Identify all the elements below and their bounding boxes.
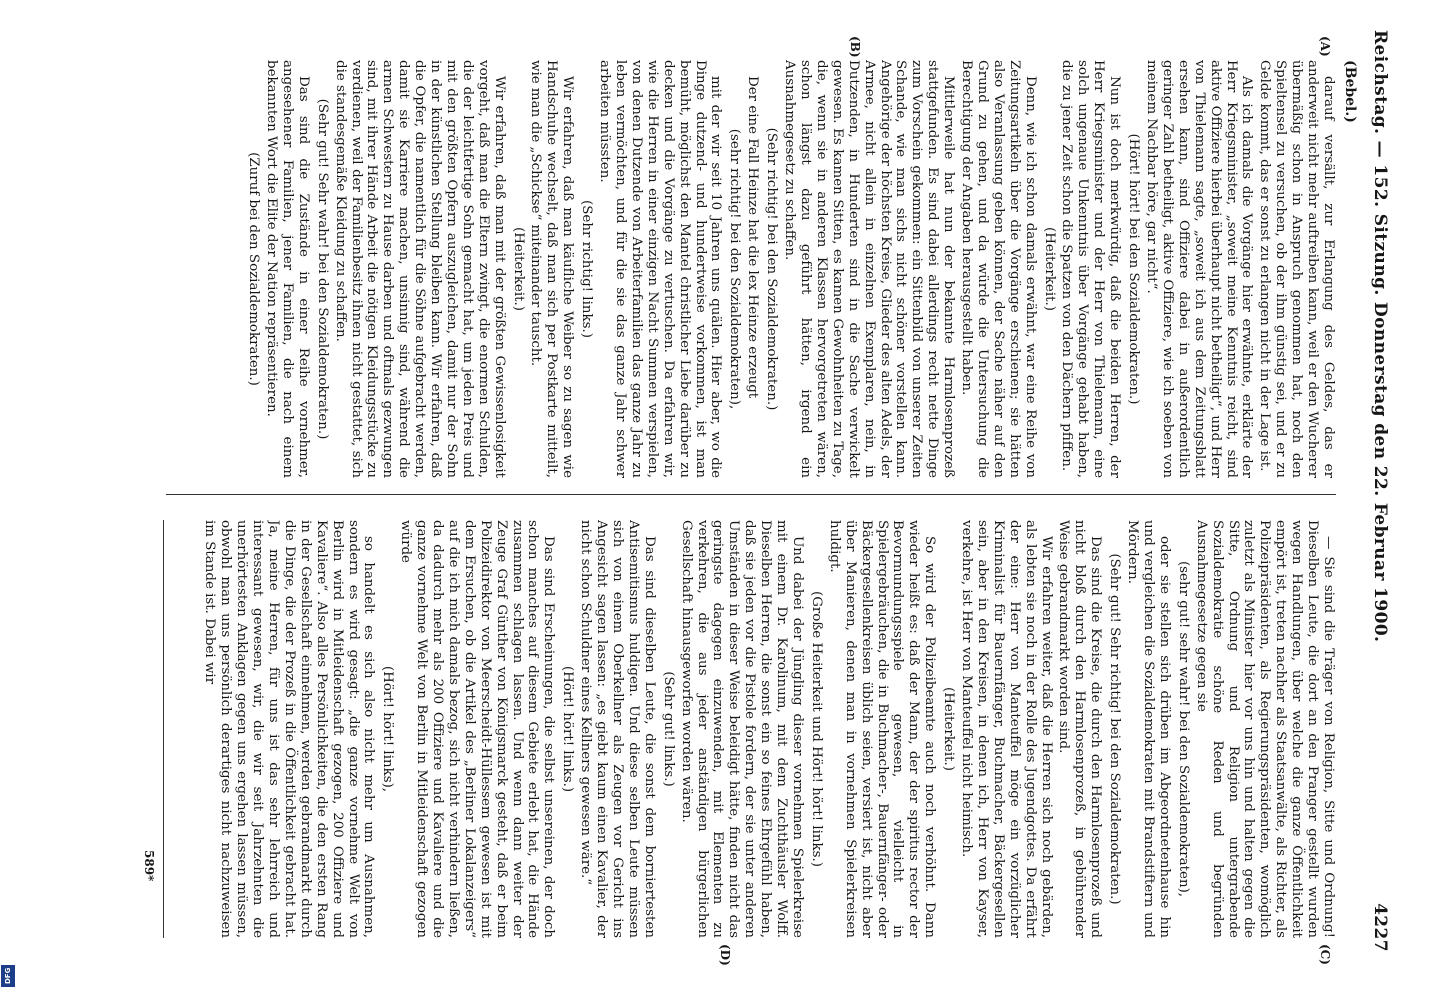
margin-marker-d: (D) xyxy=(718,944,732,966)
page-number: 4227 xyxy=(1370,903,1390,952)
right-column xyxy=(166,520,1336,938)
paragraph: Und dabei der Jüngling dieser vornehmen Spielerkreise mit einem Dr. Karolinum, mit dem Zuchthäusler Wolff. Dieselben Herren, die sonst ein so feines Ehrgefühl haben, daß sie jeden vor die Pistole fordern, der sie unter anderen Umständen in dieser Weise beleidigt hätte, finden nicht das geringste dagegen einzuwenden, mit Elementen zu verkehren, die aus jeder anständigen bürgerlichen Gesellschaft hinausgeworfen worden wären. xyxy=(678,520,805,938)
bottom-rule xyxy=(163,520,164,938)
interjection: (Heiterkeit.) xyxy=(1041,227,1057,311)
page-header xyxy=(1366,30,1392,960)
paragraph: Als ich damals die Vorgänge hier erwähnte, erklärte der Herr Kriegsminister, „soweit meine Kenntnis reicht, sind aktive Offiziere hierbei überhaupt nicht betheiligt“, und Herr von Thielemann sagte, „soweit ich aus dem Zeitungsblatt ersehen kann, sind Offiziere dabei in außerordentlich geringer Zahl betheiligt, aktive Offiziere, wie ich soeben von meinem Nachbar höre, gar nicht“. xyxy=(1144,60,1255,478)
interjection: (Hört! hört! links.) xyxy=(560,665,576,793)
interjection: (Sehr richtig! links.) xyxy=(579,200,595,338)
column-divider xyxy=(166,494,1336,495)
interjection: (Hört! hört! bei den Sozialdemokraten.) xyxy=(1126,133,1142,405)
interjection: (sehr richtig! bei den Sozialdemokraten), xyxy=(727,128,743,410)
paragraph: mit der wir seit 10 Jahren uns quälen. Hier aber, wo die Dinge dutzend- und hundertweise vorkommen, ist man bemüht, möglichst den Mantel christlicher Liebe darüber zu decken und die Vorgänge zu vertuschen. Da erfahren wir, wie die Herren in einer einzigen Nacht Summen verspielen, von denen Dutzende von Arbeiterfamilien das ganze Jahr zu leben vermöchten, und für die sie das ganze Jahr schwer arbeiten müssten. xyxy=(597,60,724,478)
interjection: (Hört! hört! links), xyxy=(380,665,396,793)
paragraph: Das sind die Zustände in einer Reihe vornehmer, angesehener Familien, jener Familien, die nach einem bekannten Wort die Elite der Nation repräsentieren. xyxy=(264,60,311,478)
printed-page xyxy=(92,30,1392,966)
paragraph: — Sie sind die Träger von Religion, Sitte und Ordnung! Dieselben Leute, die dort an den Pranger gestellt wurden wegen Handlungen, über welche die ganze Öffentlichkeit empört ist, treten nachher als Staatsanwälte, als Richter, als Polizeipräsidenten, als Regierungspräsidenten, womöglich zuletzt als Minister hier vor uns hin und halten gegen die Sitte, Ordnung und Religion untergrabende Sozialdemokratie schöne Reden und begründen Ausnahmegesetze gegen sie xyxy=(1193,520,1336,938)
left-column xyxy=(166,60,1336,478)
paragraph: darauf versällt, zur Erlangung des Geldes, das er anderweit nicht mehr auftreiben kann, weil er den Wucherer übermäßig schon in Anspruch genommen hat, noch den Spieltensel zu versuchen, ob der ihm günstig sei, und er zu Gelde kommt, das er sonst zu erlangen nicht in der Lage ist. xyxy=(1257,60,1336,478)
interjection: (Heiterkeit.) xyxy=(510,227,526,311)
paragraph: Das sind die Kreise, die durch den Harmlosenprozeß und nicht bloß durch den Harmlosenprozeß, in gebührender Weise gebrandmarkt worden sind. xyxy=(1056,520,1104,938)
paragraph: So wird der Polizeibeamte auch noch verhöhnt. Dann wieder heißt es: daß der Mann, der der spiritus rector der Bevormundungsspiele gewesen, vielleicht in Spielergebräuchen, die in Buchmacher-, Bauernfänger- oder Bäckergesellenkreisen üblich seien, versiert ist, nicht aber über Manieren, denen man in vornehmen Spielerkreisen huldigt. xyxy=(826,520,938,938)
interjection: (Sehr gut! Sehr richtig! bei den Sozialdemokraten.) xyxy=(1107,553,1123,905)
speaker-label: (Bebel.) xyxy=(1342,60,1358,123)
paragraph: so handelt es sich also nicht mehr um Ausnahmen, sondern es wird gesagt: „die ganze vornehme Welt von Berlin wird in Mitleidenschaft gezogen, 200 Offiziere und Kavaliere“. Also alles Persönlichkeiten, die den ersten Rang in der Gesellschaft einnehmen, werden gebrandmarkt durch die Dinge, die der Prozeß in die Öffentlichkeit gebracht hat. Ja, meine Herren, für uns ist das sehr lehrreich und interessant gewesen, wir, die wir seit Jahrzehnten die unerhörtesten Anklagen gegen uns ergehen lassen müssen, obwohl man uns persönlich derartiges nicht nachzuweisen im Stande ist. Dabei wir xyxy=(202,520,377,938)
paragraph: oder sie stellen sich drüben im Abgeordnetenhause hin und vergleichen die Sozialdemokraten mit Brandstiftern und Mördern. xyxy=(1125,520,1172,938)
page-header-title: Reichstag. — 152. Sitzung. Donnerstag den 22. Februar 1900. xyxy=(1370,30,1390,643)
paragraph: Der eine Fall Heinze hat die lex Heinze erzeugt xyxy=(745,76,761,399)
paragraph: Denn, wie ich schon damals erwähnt, war eine Reihe von Zeitungsartikeln über die Vorgänge erschienen; sie hätten also Veranlassung geben können, der Sache näher auf den Grund zu gehen, und da würde die Untersuchung die Berechtigung der Angaben herausgestellt haben. xyxy=(959,60,1038,478)
interjection: (Große Heiterkeit und Hört! hört! links.) xyxy=(808,590,824,868)
dfg-logo: DFG xyxy=(1,965,15,987)
interjection: (sehr gut! sehr wahr! bei den Sozialdemokraten), xyxy=(1175,560,1191,898)
interjection: (Sehr gut! Sehr wahr! bei den Sozialdemokraten.) xyxy=(314,98,330,440)
signature-number: 589* xyxy=(142,850,156,882)
paragraph: Wir erfahren weiter, daß die Herren sich noch gebärden, als lebten sie noch in der Rolle des Jugendgottes. Da erfährt der eine: Herr von Manteuffel möge ein vorzüglicher Kriminalist für Bauernfänger, Buchmacher, Bäckergesellen sein, aber in den Kreisen, in denen ich, Herr von Kayser, verkehre, ist Herr von Manteuffel nicht heimisch. xyxy=(959,520,1054,938)
paragraph: Wir erfahren, daß man mit der größten Gewissenlosigkeit vorgeht, daß man die Eltern zwingt, die enormen Schulden, die der leichtfertige Sohn gemacht hat, um jeden Preis und mit den größten Opfern auszugleichen, damit nur der Sohn in der künstlichen Stellung bleiben kann. Wir erfahren, daß die Opfer, die namentlich für die Söhne aufgebracht werden, damit sie Karriere machen, unsinnig sind, während die armen Schwestern zu Hause darben und oftmals gezwungen sind, mit ihrer Hände Arbeit die nötigen Kleidungsstücke zu verdienen, weil der Familienbesitz ihnen nicht gestattet, sich die standesgemäße Kleidung zu schaffen. xyxy=(332,60,507,478)
margin-marker-c: (C) xyxy=(1318,944,1332,965)
interjection: (Heiterkeit.) xyxy=(941,687,957,771)
paragraph: Das sind dieselben Leute, die sonst dem borniertesten Antisemitismus huldigen. Und diese selben Leute müssen sich von einem Oberkellner als Zeugen vor Gericht ins Angesicht sagen lassen: „es giebt kaum einen Kavalier, der nicht schon Schuldner eines Kellners gewesen wäre.“ xyxy=(578,520,657,938)
paragraph: Mittlerweile hat nun der bekannte Harmlosenprozeß stattgefunden. Es sind dabei allerdings recht nette Dinge zum Vorschein gekommen: ein Sittenbild von unserer Zeiten Schande, wie man sichs nicht schöner vorstellen kann. Angehörige der höchsten Kreise, Glieder des alten Adels, der Armee, nicht allein in einzelnen Exemplaren, nein, in Dutzenden, in Hunderten sind in die Sache verwickelt gewesen. Es kamen Sitten, es kamen Gewohnheiten zu Tage, die, wenn sie in anderen Klassen hervorgetreten wären, schon längst dazu geführt hätten, irgend ein Ausnahmegesetz zu schaffen. xyxy=(782,60,957,478)
margin-marker-a: (A) xyxy=(1318,36,1332,57)
interjection: (Sehr gut! links.) xyxy=(660,671,676,787)
interjection: (Zuruf bei den Sozialdemokraten.) xyxy=(246,152,262,386)
margin-marker-b: (B) xyxy=(848,36,862,58)
paragraph: Das sind Erscheinungen, die selbst unsereinen, der doch schon manches auf diesem Gebiete erlebt hat, die Hände zusammen schlagen lassen. Und wenn dann weiter der Zeuge Graf Günther von Königsmarck gesteht, daß er beim Polizeidirektor von Meerscheidt-Hüllessem gewesen ist mit dem Ersuchen, ob die Artikel des „Berliner Lokalanzeigers“ auf die ich mich damals bezog, sich nicht verhindern ließen, da dadurch mehr als 200 Offiziere und Kavaliere und die ganze vornehme Welt von Berlin in Mitleidenschaft gezogen würde xyxy=(398,520,557,938)
interjection: (Sehr richtig! bei den Sozialdemokraten.) xyxy=(764,127,780,411)
paragraph: Nun ist doch merkwürdig, daß die beiden Herren, der Herr Kriegsminister und der Herr von Thielemann, eine solch ungenaue Unkenntnis über Vorgänge gehabt haben, die zu jener Zeit schon die Spatzen von den Dächern pfiffen. xyxy=(1059,60,1123,478)
paragraph: Wir erfahren, daß man käufliche Weiber so zu sagen wie Handschuhe wechselt, daß man sich per Postkarte mitteilt, wie man die „Schickse“ miteinander tauscht. xyxy=(528,60,576,478)
